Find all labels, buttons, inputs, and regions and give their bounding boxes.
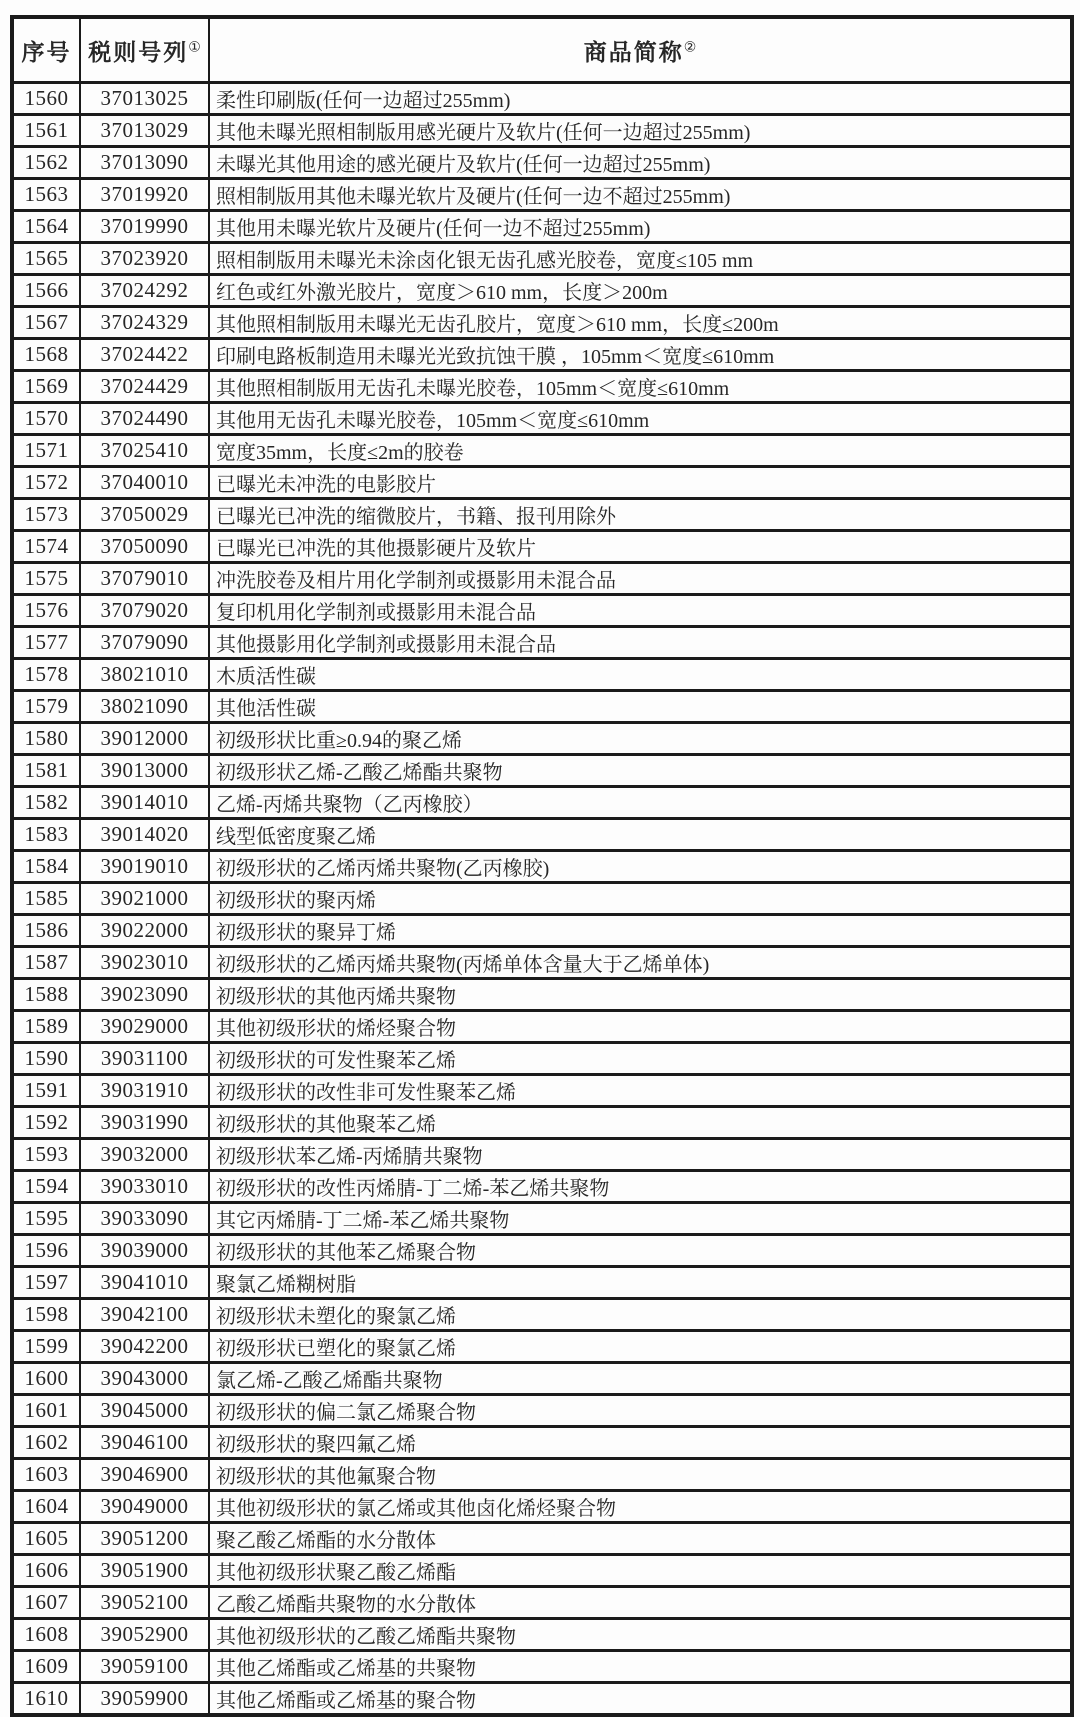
row-desc-cell: 初级形状的乙烯丙烯共聚物(乙丙橡胶) (209, 851, 1072, 883)
table-row (12, 1043, 1072, 1075)
row-code-cell: 39022000 (80, 915, 209, 947)
row-code-cell: 37050029 (80, 499, 209, 531)
row-code-cell: 37019990 (80, 211, 209, 243)
row-seq-cell: 1589 (12, 1011, 80, 1043)
row-desc-cell: 乙酸乙烯酯共聚物的水分散体 (209, 1587, 1072, 1619)
row-seq-cell: 1601 (12, 1395, 80, 1427)
row-code-cell: 39012000 (80, 723, 209, 755)
table-row (12, 115, 1072, 147)
row-desc-cell: 初级形状的聚异丁烯 (209, 915, 1072, 947)
row-code-cell: 37024292 (80, 275, 209, 307)
row-desc-cell: 初级形状的其他苯乙烯聚合物 (209, 1235, 1072, 1267)
table-row (12, 755, 1072, 787)
row-code-cell: 37024422 (80, 339, 209, 371)
table-row (12, 467, 1072, 499)
row-seq-cell: 1586 (12, 915, 80, 947)
table-row (12, 1395, 1072, 1427)
row-desc-cell: 木质活性碳 (209, 659, 1072, 691)
row-desc-cell: 初级形状的其他氟聚合物 (209, 1459, 1072, 1491)
table-row (12, 1459, 1072, 1491)
row-desc-cell: 初级形状未塑化的聚氯乙烯 (209, 1299, 1072, 1331)
row-code-cell: 39021000 (80, 883, 209, 915)
row-seq-cell: 1571 (12, 435, 80, 467)
table-row (12, 1299, 1072, 1331)
row-code-cell: 37024329 (80, 307, 209, 339)
table-row (12, 1171, 1072, 1203)
row-code-cell: 37040010 (80, 467, 209, 499)
row-desc-cell: 初级形状苯乙烯-丙烯腈共聚物 (209, 1139, 1072, 1171)
table-row (12, 1075, 1072, 1107)
row-desc-cell: 照相制版用其他未曝光软片及硬片(任何一边不超过255mm) (209, 179, 1072, 211)
table-row (12, 1491, 1072, 1523)
row-seq-cell: 1599 (12, 1331, 80, 1363)
table-row (12, 1235, 1072, 1267)
row-seq-cell: 1568 (12, 339, 80, 371)
table-row (12, 723, 1072, 755)
row-seq-cell: 1578 (12, 659, 80, 691)
row-code-cell: 39042200 (80, 1331, 209, 1363)
row-seq-cell: 1610 (12, 1683, 80, 1716)
row-code-cell: 39033010 (80, 1171, 209, 1203)
col-header-code-label: 税则号列 (88, 39, 189, 65)
table-row (12, 147, 1072, 179)
row-desc-cell: 其它丙烯腈-丁二烯-苯乙烯共聚物 (209, 1203, 1072, 1235)
row-seq-cell: 1592 (12, 1107, 80, 1139)
table-row (12, 435, 1072, 467)
row-code-cell: 39045000 (80, 1395, 209, 1427)
row-code-cell: 39039000 (80, 1235, 209, 1267)
row-desc-cell: 初级形状的改性丙烯腈-丁二烯-苯乙烯共聚物 (209, 1171, 1072, 1203)
row-code-cell: 37024429 (80, 371, 209, 403)
row-code-cell: 39014020 (80, 819, 209, 851)
row-seq-cell: 1581 (12, 755, 80, 787)
row-seq-cell: 1588 (12, 979, 80, 1011)
row-seq-cell: 1595 (12, 1203, 80, 1235)
row-desc-cell: 其他照相制版用无齿孔未曝光胶卷，105mm＜宽度≤610mm (209, 371, 1072, 403)
row-seq-cell: 1598 (12, 1299, 80, 1331)
col-header-desc-label: 商品简称 (583, 39, 684, 65)
row-seq-cell: 1569 (12, 371, 80, 403)
row-seq-cell: 1600 (12, 1363, 80, 1395)
table-row (12, 1331, 1072, 1363)
row-desc-cell: 已曝光未冲洗的电影胶片 (209, 467, 1072, 499)
footnote-marker-2: ② (683, 39, 697, 55)
row-seq-cell: 1564 (12, 211, 80, 243)
row-code-cell: 39014010 (80, 787, 209, 819)
table-row (12, 1267, 1072, 1299)
row-seq-cell: 1584 (12, 851, 80, 883)
row-code-cell: 39023010 (80, 947, 209, 979)
row-seq-cell: 1575 (12, 563, 80, 595)
row-seq-cell: 1567 (12, 307, 80, 339)
row-desc-cell: 已曝光已冲洗的其他摄影硬片及软片 (209, 531, 1072, 563)
row-desc-cell: 其他活性碳 (209, 691, 1072, 723)
row-desc-cell: 未曝光其他用途的感光硬片及软片(任何一边超过255mm) (209, 147, 1072, 179)
row-desc-cell: 初级形状的聚四氟乙烯 (209, 1427, 1072, 1459)
row-desc-cell: 初级形状的改性非可发性聚苯乙烯 (209, 1075, 1072, 1107)
row-code-cell: 37019920 (80, 179, 209, 211)
row-seq-cell: 1593 (12, 1139, 80, 1171)
row-desc-cell: 初级形状的可发性聚苯乙烯 (209, 1043, 1072, 1075)
row-desc-cell: 其他用无齿孔未曝光胶卷，105mm＜宽度≤610mm (209, 403, 1072, 435)
row-code-cell: 39029000 (80, 1011, 209, 1043)
row-code-cell: 39052900 (80, 1619, 209, 1651)
row-desc-cell: 聚氯乙烯糊树脂 (209, 1267, 1072, 1299)
row-code-cell: 39031100 (80, 1043, 209, 1075)
table-row (12, 1651, 1072, 1683)
row-seq-cell: 1596 (12, 1235, 80, 1267)
tariff-table-body (12, 83, 1072, 1716)
table-row (12, 979, 1072, 1011)
table-row (12, 563, 1072, 595)
col-header-desc (209, 17, 1072, 83)
row-seq-cell: 1573 (12, 499, 80, 531)
row-code-cell: 37024490 (80, 403, 209, 435)
row-code-cell: 39046900 (80, 1459, 209, 1491)
header-row (12, 17, 1072, 83)
row-desc-cell: 初级形状的其他丙烯共聚物 (209, 979, 1072, 1011)
table-row (12, 1139, 1072, 1171)
row-code-cell: 39051200 (80, 1523, 209, 1555)
row-desc-cell: 初级形状的偏二氯乙烯聚合物 (209, 1395, 1072, 1427)
table-row (12, 499, 1072, 531)
row-code-cell: 37013029 (80, 115, 209, 147)
row-desc-cell: 柔性印刷版(任何一边超过255mm) (209, 83, 1072, 115)
table-row (12, 659, 1072, 691)
row-desc-cell: 其他照相制版用未曝光无齿孔胶片，宽度＞610 mm，长度≤200m (209, 307, 1072, 339)
table-row (12, 211, 1072, 243)
row-desc-cell: 初级形状的乙烯丙烯共聚物(丙烯单体含量大于乙烯单体) (209, 947, 1072, 979)
col-header-seq-label: 序号 (21, 39, 72, 65)
table-row (12, 691, 1072, 723)
table-row (12, 947, 1072, 979)
table-row (12, 371, 1072, 403)
table-row (12, 883, 1072, 915)
row-desc-cell: 宽度35mm，长度≤2m的胶卷 (209, 435, 1072, 467)
row-seq-cell: 1591 (12, 1075, 80, 1107)
table-row (12, 819, 1072, 851)
table-row (12, 1011, 1072, 1043)
row-code-cell: 39059900 (80, 1683, 209, 1716)
row-code-cell: 39043000 (80, 1363, 209, 1395)
row-seq-cell: 1605 (12, 1523, 80, 1555)
table-row (12, 275, 1072, 307)
table-row (12, 627, 1072, 659)
table-row (12, 1203, 1072, 1235)
row-desc-cell: 红色或红外激光胶片，宽度＞610 mm，长度＞200m (209, 275, 1072, 307)
table-row (12, 339, 1072, 371)
table-row (12, 787, 1072, 819)
row-code-cell: 39059100 (80, 1651, 209, 1683)
table-row (12, 307, 1072, 339)
row-seq-cell: 1574 (12, 531, 80, 563)
row-seq-cell: 1563 (12, 179, 80, 211)
row-seq-cell: 1580 (12, 723, 80, 755)
row-seq-cell: 1606 (12, 1555, 80, 1587)
tariff-table (10, 15, 1074, 1717)
row-desc-cell: 已曝光已冲洗的缩微胶片，书籍、报刊用除外 (209, 499, 1072, 531)
table-row (12, 1107, 1072, 1139)
row-desc-cell: 其他初级形状的乙酸乙烯酯共聚物 (209, 1619, 1072, 1651)
row-seq-cell: 1561 (12, 115, 80, 147)
col-header-seq (12, 17, 80, 83)
table-row (12, 531, 1072, 563)
row-code-cell: 37013090 (80, 147, 209, 179)
row-code-cell: 39051900 (80, 1555, 209, 1587)
row-code-cell: 39049000 (80, 1491, 209, 1523)
row-seq-cell: 1583 (12, 819, 80, 851)
row-desc-cell: 复印机用化学制剂或摄影用未混合品 (209, 595, 1072, 627)
row-code-cell: 37013025 (80, 83, 209, 115)
table-row (12, 1555, 1072, 1587)
row-desc-cell: 初级形状比重≥0.94的聚乙烯 (209, 723, 1072, 755)
row-desc-cell: 其他未曝光照相制版用感光硬片及软片(任何一边超过255mm) (209, 115, 1072, 147)
row-code-cell: 39023090 (80, 979, 209, 1011)
table-row (12, 1427, 1072, 1459)
row-seq-cell: 1579 (12, 691, 80, 723)
row-seq-cell: 1570 (12, 403, 80, 435)
row-desc-cell: 照相制版用未曝光未涂卤化银无齿孔感光胶卷，宽度≤105 mm (209, 243, 1072, 275)
row-seq-cell: 1587 (12, 947, 80, 979)
table-row (12, 1523, 1072, 1555)
row-code-cell: 39032000 (80, 1139, 209, 1171)
row-code-cell: 39013000 (80, 755, 209, 787)
row-desc-cell: 初级形状已塑化的聚氯乙烯 (209, 1331, 1072, 1363)
table-row (12, 1587, 1072, 1619)
row-code-cell: 37050090 (80, 531, 209, 563)
row-desc-cell: 冲洗胶卷及相片用化学制剂或摄影用未混合品 (209, 563, 1072, 595)
row-seq-cell: 1607 (12, 1587, 80, 1619)
row-code-cell: 38021090 (80, 691, 209, 723)
row-seq-cell: 1566 (12, 275, 80, 307)
table-row (12, 915, 1072, 947)
row-code-cell: 37079010 (80, 563, 209, 595)
row-seq-cell: 1608 (12, 1619, 80, 1651)
row-seq-cell: 1565 (12, 243, 80, 275)
row-code-cell: 39033090 (80, 1203, 209, 1235)
row-seq-cell: 1597 (12, 1267, 80, 1299)
row-seq-cell: 1585 (12, 883, 80, 915)
row-code-cell: 39052100 (80, 1587, 209, 1619)
row-code-cell: 37079090 (80, 627, 209, 659)
row-desc-cell: 其他初级形状聚乙酸乙烯酯 (209, 1555, 1072, 1587)
row-desc-cell: 聚乙酸乙烯酯的水分散体 (209, 1523, 1072, 1555)
table-row (12, 1683, 1072, 1716)
row-desc-cell: 其他乙烯酯或乙烯基的共聚物 (209, 1651, 1072, 1683)
row-code-cell: 39042100 (80, 1299, 209, 1331)
row-seq-cell: 1590 (12, 1043, 80, 1075)
row-seq-cell: 1594 (12, 1171, 80, 1203)
col-header-code (80, 17, 209, 83)
row-desc-cell: 其他初级形状的烯烃聚合物 (209, 1011, 1072, 1043)
row-desc-cell: 其他乙烯酯或乙烯基的聚合物 (209, 1683, 1072, 1716)
table-row (12, 243, 1072, 275)
row-desc-cell: 乙烯-丙烯共聚物（乙丙橡胶） (209, 787, 1072, 819)
table-row (12, 83, 1072, 115)
row-code-cell: 39019010 (80, 851, 209, 883)
row-desc-cell: 初级形状的其他聚苯乙烯 (209, 1107, 1072, 1139)
row-seq-cell: 1562 (12, 147, 80, 179)
row-seq-cell: 1604 (12, 1491, 80, 1523)
row-code-cell: 39031910 (80, 1075, 209, 1107)
row-code-cell: 37023920 (80, 243, 209, 275)
row-code-cell: 37079020 (80, 595, 209, 627)
row-seq-cell: 1603 (12, 1459, 80, 1491)
row-seq-cell: 1560 (12, 83, 80, 115)
row-code-cell: 37025410 (80, 435, 209, 467)
row-seq-cell: 1576 (12, 595, 80, 627)
row-code-cell: 39031990 (80, 1107, 209, 1139)
row-desc-cell: 初级形状乙烯-乙酸乙烯酯共聚物 (209, 755, 1072, 787)
table-row (12, 851, 1072, 883)
table-row (12, 403, 1072, 435)
row-seq-cell: 1602 (12, 1427, 80, 1459)
row-code-cell: 38021010 (80, 659, 209, 691)
row-code-cell: 39046100 (80, 1427, 209, 1459)
row-desc-cell: 印刷电路板制造用未曝光光致抗蚀干膜 ，105mm＜宽度≤610mm (209, 339, 1072, 371)
table-row (12, 179, 1072, 211)
row-desc-cell: 初级形状的聚丙烯 (209, 883, 1072, 915)
table-row (12, 1363, 1072, 1395)
table-row (12, 1619, 1072, 1651)
row-desc-cell: 其他摄影用化学制剂或摄影用未混合品 (209, 627, 1072, 659)
row-desc-cell: 线型低密度聚乙烯 (209, 819, 1072, 851)
table-row (12, 595, 1072, 627)
row-desc-cell: 氯乙烯-乙酸乙烯酯共聚物 (209, 1363, 1072, 1395)
row-seq-cell: 1572 (12, 467, 80, 499)
row-desc-cell: 其他用未曝光软片及硬片(任何一边不超过255mm) (209, 211, 1072, 243)
footnote-marker-1: ① (188, 39, 201, 55)
row-desc-cell: 其他初级形状的氯乙烯或其他卤化烯烃聚合物 (209, 1491, 1072, 1523)
row-code-cell: 39041010 (80, 1267, 209, 1299)
row-seq-cell: 1582 (12, 787, 80, 819)
row-seq-cell: 1577 (12, 627, 80, 659)
row-seq-cell: 1609 (12, 1651, 80, 1683)
